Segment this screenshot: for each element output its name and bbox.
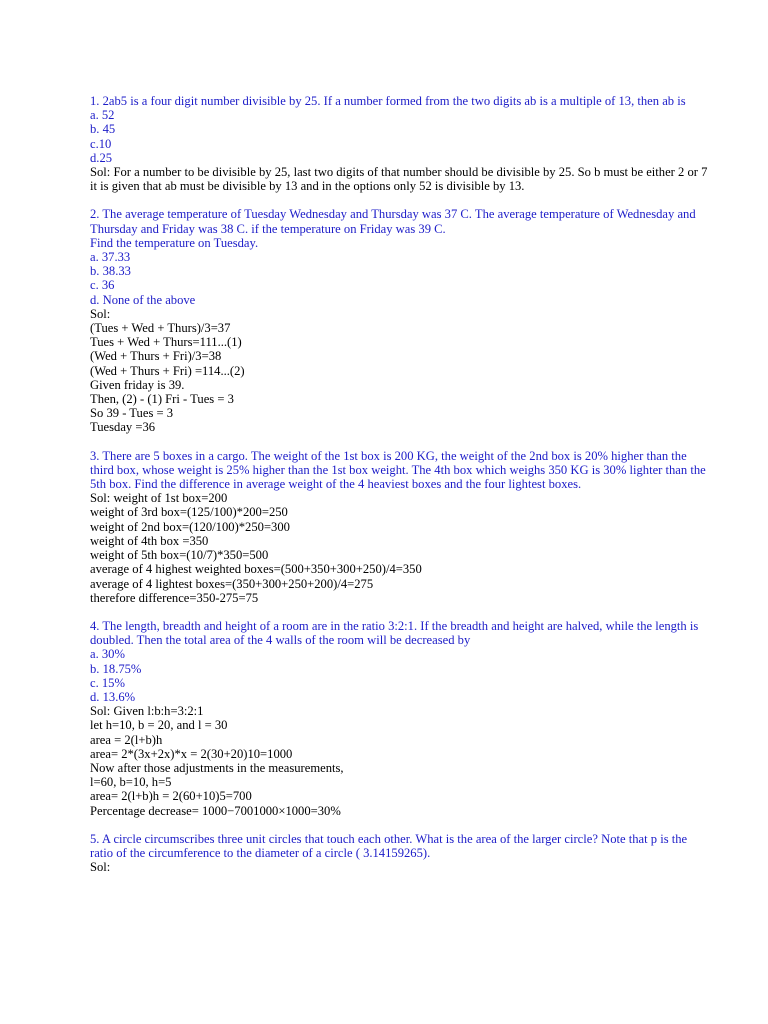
problem-1: [90, 94, 708, 194]
solution-line: (Wed + Thurs + Fri) =114...(2): [90, 363, 245, 378]
solution-line: average of 4 lightest boxes=(350+300+250+200)/4=275: [90, 576, 374, 591]
solution-line: Then, (2) - (1) Fri - Tues = 3: [90, 392, 234, 407]
solution-line: Sol:: [90, 860, 111, 875]
option-b: b. 45: [90, 122, 116, 137]
solution-line: weight of 3rd box=(125/100)*200=250: [90, 505, 288, 520]
question-line: Find the temperature on Tuesday.: [90, 235, 259, 250]
solution-line: average of 4 highest weighted boxes=(500+350+300+250)/4=350: [90, 562, 422, 577]
document-page: [90, 94, 708, 875]
solution-line: Percentage decrease= 1000−7001000×1000=30%: [90, 803, 341, 818]
option-c: c.10: [90, 136, 112, 151]
option-d: d. 13.6%: [90, 689, 136, 704]
solution-line: weight of 2nd box=(120/100)*250=300: [90, 519, 290, 534]
option-d: d.25: [90, 150, 113, 165]
question-line: 4. The length, breadth and height of a room are in the ratio 3:2:1. If the breadth and height are halved, while the length is: [90, 618, 699, 633]
solution-line: Sol: Given l:b:h=3:2:1: [90, 704, 204, 719]
question-line: 5th box. Find the difference in average weight of the 4 heaviest boxes and the four lightest boxes.: [90, 477, 582, 492]
option-c: c. 36: [90, 278, 115, 293]
solution-line: l=60, b=10, h=5: [90, 775, 172, 790]
question-line: 3. There are 5 boxes in a cargo. The weight of the 1st box is 200 KG, the weight of the 2nd box is 20% higher than the: [90, 448, 687, 463]
solution-line: So 39 - Tues = 3: [90, 406, 174, 421]
solution-line: therefore difference=350-275=75: [90, 590, 259, 605]
problem-5: [90, 832, 690, 875]
question-line: 1. 2ab5 is a four digit number divisible by 25. If a number formed from the two digits ab is a multiple of 13, then ab is: [90, 94, 686, 108]
solution-line: area = 2(l+b)h: [90, 732, 163, 747]
question-line: 5. A circle circumscribes three unit circles that touch each other. What is the area of the larger circle? Note that p is the: [90, 831, 688, 846]
question-line: doubled. Then the total area of the 4 walls of the room will be decreased by: [90, 633, 471, 648]
option-a: a. 37.33: [90, 250, 131, 265]
solution-line: it is given that ab must be divisible by 13 and in the options only 52 is divisible by 13.: [90, 179, 525, 194]
option-b: b. 18.75%: [90, 661, 142, 676]
solution-line: let h=10, b = 20, and l = 30: [90, 718, 228, 733]
question-line: third box, whose weight is 25% higher than the 1st box weight. The 4th box which weighs 350 KG is 30% lighter than the: [90, 462, 706, 477]
solution-line: Tuesday =36: [90, 420, 156, 435]
question-line: Thursday and Friday was 38 C. if the temperature on Friday was 39 C.: [90, 221, 446, 236]
problem-2: [90, 207, 696, 435]
option-a: a. 52: [90, 108, 115, 123]
solution-line: Sol:: [90, 306, 111, 321]
solution-line: Sol: For a number to be divisible by 25, last two digits of that number should be divisible by 25. So b must be either 2 or 7: [90, 165, 708, 180]
option-a: a. 30%: [90, 647, 125, 662]
option-c: c. 15%: [90, 675, 125, 690]
option-b: b. 38.33: [90, 264, 131, 279]
solution-line: area= 2*(3x+2x)*x = 2(30+20)10=1000: [90, 746, 293, 761]
solution-line: Tues + Wed + Thurs=111...(1): [90, 335, 242, 350]
solution-line: Given friday is 39.: [90, 377, 185, 392]
question-line: ratio of the circumference to the diameter of a circle ( 3.14159265).: [90, 845, 431, 860]
solution-line: Now after those adjustments in the measurements,: [90, 760, 344, 775]
solution-line: (Wed + Thurs + Fri)/3=38: [90, 349, 222, 364]
problem-3: [90, 448, 706, 605]
solution-line: Sol: weight of 1st box=200: [90, 491, 228, 506]
solution-line: weight of 4th box =350: [90, 533, 209, 548]
question-line: 2. The average temperature of Tuesday Wednesday and Thursday was 37 C. The average temperature of Wednesday and: [90, 207, 696, 222]
option-d: d. None of the above: [90, 292, 196, 307]
solution-line: (Tues + Wed + Thurs)/3=37: [90, 321, 231, 336]
solution-line: area= 2(l+b)h = 2(60+10)5=700: [90, 789, 252, 804]
problem-4: [90, 618, 699, 818]
solution-line: weight of 5th box=(10/7)*350=500: [90, 548, 269, 563]
